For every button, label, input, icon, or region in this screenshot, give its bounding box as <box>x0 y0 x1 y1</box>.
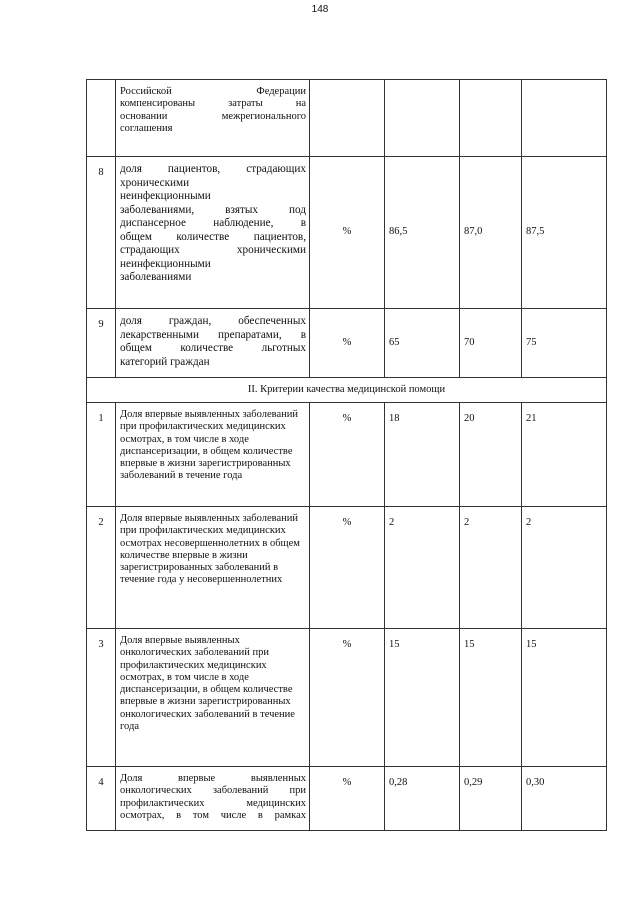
table-row <box>87 157 607 309</box>
row-unit: % <box>310 767 385 831</box>
row-value-3 <box>522 80 607 157</box>
row-number <box>87 80 116 157</box>
row-value-3: 21 <box>522 403 607 507</box>
row-unit <box>310 80 385 157</box>
row-value-1: 86,5 <box>385 157 460 309</box>
row-value-2: 20 <box>460 403 522 507</box>
table-row <box>87 507 607 629</box>
row-description: Доля впервые выявленных онкологических заболеваний при профилактических медицинских осмотрах, в том числе в рамках <box>116 767 310 831</box>
row-value-1: 15 <box>385 629 460 767</box>
row-number: 3 <box>87 629 116 767</box>
row-description: Доля впервые выявленных заболеваний при профилактических медицинских осмотрах, в том числе в ходе диспансеризации, в общем количестве впервые в жизни зарегистрированных заболеваний в течение года <box>116 403 310 507</box>
row-value-1: 2 <box>385 507 460 629</box>
table-row <box>87 309 607 378</box>
row-value-2: 0,29 <box>460 767 522 831</box>
row-description: доля пациентов, страдающих хроническими неинфекционными заболеваниями, взятых под диспансерное наблюдение, в общем количестве пациентов, страдающих хроническими неинфекционными заболеваниями <box>116 157 310 309</box>
row-value-3: 0,30 <box>522 767 607 831</box>
table-row <box>87 403 607 507</box>
row-description: Доля впервые выявленных онкологических заболеваний при профилактических медицинских осмотрах, в том числе в ходе диспансеризации, в общем количестве впервые в жизни зарегистрированных онкологических заболеваний в течение года <box>116 629 310 767</box>
row-value-2: 15 <box>460 629 522 767</box>
row-number: 1 <box>87 403 116 507</box>
section-title: II. Критерии качества медицинской помощи <box>87 378 607 403</box>
row-description: доля граждан, обеспеченных лекарственными препаратами, в общем количестве льготных категорий граждан <box>116 309 310 378</box>
row-value-3: 75 <box>522 309 607 378</box>
row-number: 4 <box>87 767 116 831</box>
row-value-2: 2 <box>460 507 522 629</box>
row-value-1: 0,28 <box>385 767 460 831</box>
row-unit: % <box>310 403 385 507</box>
row-description: Российской Федерации компенсированы затраты на основании межрегионального соглашения <box>116 80 310 157</box>
row-unit: % <box>310 629 385 767</box>
page-number: 148 <box>311 4 329 15</box>
section-header-row <box>87 378 607 403</box>
row-value-3: 2 <box>522 507 607 629</box>
row-value-1 <box>385 80 460 157</box>
row-value-2: 87,0 <box>460 157 522 309</box>
row-value-1: 65 <box>385 309 460 378</box>
row-value-3: 87,5 <box>522 157 607 309</box>
row-unit: % <box>310 309 385 378</box>
table-row <box>87 80 607 157</box>
row-unit: % <box>310 507 385 629</box>
row-unit: % <box>310 157 385 309</box>
table-row <box>87 629 607 767</box>
row-number: 9 <box>87 309 116 378</box>
indicators-table <box>86 79 607 831</box>
row-number: 8 <box>87 157 116 309</box>
row-value-2 <box>460 80 522 157</box>
table-row <box>87 767 607 831</box>
row-value-1: 18 <box>385 403 460 507</box>
row-number: 2 <box>87 507 116 629</box>
row-description: Доля впервые выявленных заболеваний при профилактических медицинских осмотрах несовершеннолетних в общем количестве впервые в жизни зарегистрированных заболеваний в течение года у несовершеннолетних <box>116 507 310 629</box>
row-value-2: 70 <box>460 309 522 378</box>
row-value-3: 15 <box>522 629 607 767</box>
